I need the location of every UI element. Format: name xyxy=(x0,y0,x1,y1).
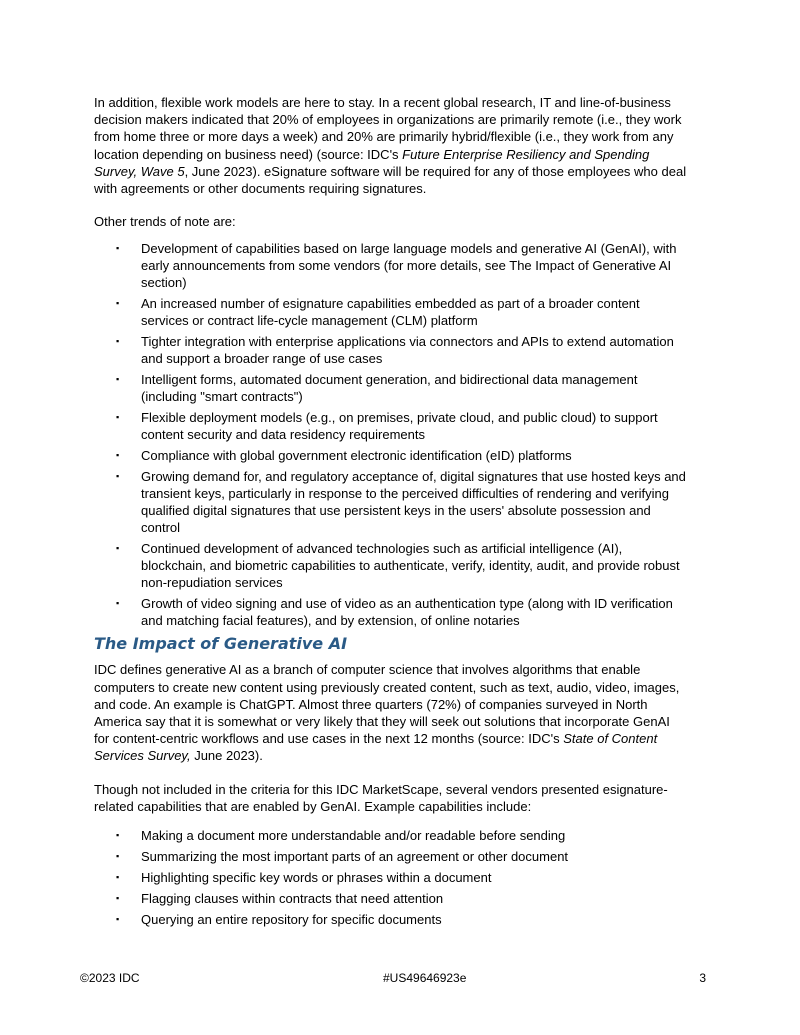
bullet-icon: ▪ xyxy=(116,543,120,554)
survey-title: State of Content Services Survey, xyxy=(94,731,658,764)
footer-page-number: 3 xyxy=(699,971,706,985)
bullet-icon: ▪ xyxy=(116,471,120,482)
intro-text: In addition, flexible work models are here to stay. In a recent global research, IT and line-of-business decision makers indicated that 20% of employees in organizations are primarily remote (i.e., they work from home three or more days a week) and 20% are primarily hybrid/flexible (i.e., they work from any location depending on business need) (source: IDC's xyxy=(94,95,682,162)
list-item: ▪ Querying an entire repository for specific documents xyxy=(116,912,442,928)
capabilities-list xyxy=(94,827,688,928)
bullet-icon: ▪ xyxy=(116,243,120,254)
list-item: ▪ Highlighting specific key words or phrases within a document xyxy=(116,870,492,886)
list-item: ▪ Summarizing the most important parts of an agreement or other document xyxy=(116,849,569,865)
list-item: ▪ Growth of video signing and use of video as an authentication type (along with ID verification and matching facial features), and by extension, of online notaries xyxy=(116,596,673,629)
genai-paragraph xyxy=(94,661,688,764)
list-item: ▪ Development of capabilities based on large language models and generative AI (GenAI), with early announcements from some vendors (for more details, see The Impact of Generative AI section) xyxy=(116,241,677,291)
bullet-icon: ▪ xyxy=(116,374,120,385)
bullet-icon: ▪ xyxy=(116,893,120,904)
list-item: ▪ Compliance with global government electronic identification (eID) platforms xyxy=(116,448,572,464)
bullet-icon: ▪ xyxy=(116,450,120,461)
footer-document-id: #US49646923e xyxy=(383,971,467,985)
footer-copyright: ©2023 IDC xyxy=(80,971,140,985)
list-item: ▪ Intelligent forms, automated document generation, and bidirectional data management (including "smart contracts") xyxy=(116,372,638,405)
bullet-icon: ▪ xyxy=(116,412,120,423)
page-footer xyxy=(80,971,706,985)
section-heading: The Impact of Generative AI xyxy=(94,634,348,654)
bullet-icon: ▪ xyxy=(116,872,120,883)
list-item: ▪ An increased number of esignature capabilities embedded as part of a broader content services or contract life-cycle management (CLM) platform xyxy=(116,296,640,329)
bullet-icon: ▪ xyxy=(116,914,120,925)
survey-title: Future Enterprise Resiliency and Spending Survey, Wave 5 xyxy=(94,146,650,179)
list-item: ▪ Making a document more understandable and/or readable before sending xyxy=(116,828,566,844)
document-page xyxy=(94,94,688,932)
bullet-icon: ▪ xyxy=(116,830,120,841)
list-item: ▪ Growing demand for, and regulatory acceptance of, digital signatures that use hosted keys and transient keys, particularly in response to the perceived difficulties of rendering and verifying qualified digital signatures that use persistent keys in the users' absolute possession and control xyxy=(116,469,686,536)
bullet-icon: ▪ xyxy=(116,336,120,347)
genai-text: IDC defines generative AI as a branch of computer science that involves algorithms that enable computers to create new content using previously created content, such as text, audio, video, images, and code. An example is ChatGPT. Almost three quarters (72%) of companies surveyed in North America say that it is somewhat or very likely that they will seek out solutions that incorporate GenAI for content-centric workflows and use cases in the next 12 months (source: IDC's xyxy=(94,662,680,747)
intro-paragraph xyxy=(94,94,688,197)
genai-text-end: June 2023). xyxy=(190,748,263,764)
intro-text-end: , June 2023). eSignature software will be required for any of those employees who deal with agreements or other documents requiring signatures. xyxy=(94,163,687,197)
trends-list xyxy=(94,240,688,629)
bullet-icon: ▪ xyxy=(116,851,120,862)
list-item: ▪ Continued development of advanced technologies such as artificial intelligence (AI), blockchain, and biometric capabilities to authenticate, verify, identity, audit, and provide robust non-repudiation services xyxy=(116,541,680,591)
trends-intro: Other trends of note are: xyxy=(94,214,236,230)
list-item: ▪ Tighter integration with enterprise applications via connectors and APIs to extend automation and support a broader range of use cases xyxy=(116,334,674,367)
genai-capabilities-intro: Though not included in the criteria for this IDC MarketScape, several vendors presented esignature-related capabilities that are enabled by GenAI. Example capabilities include: xyxy=(94,781,668,814)
list-item: ▪ Flexible deployment models (e.g., on premises, private cloud, and public cloud) to support content security and data residency requirements xyxy=(116,410,658,443)
bullet-icon: ▪ xyxy=(116,298,120,309)
bullet-icon: ▪ xyxy=(116,598,120,609)
list-item: ▪ Flagging clauses within contracts that need attention xyxy=(116,891,444,907)
